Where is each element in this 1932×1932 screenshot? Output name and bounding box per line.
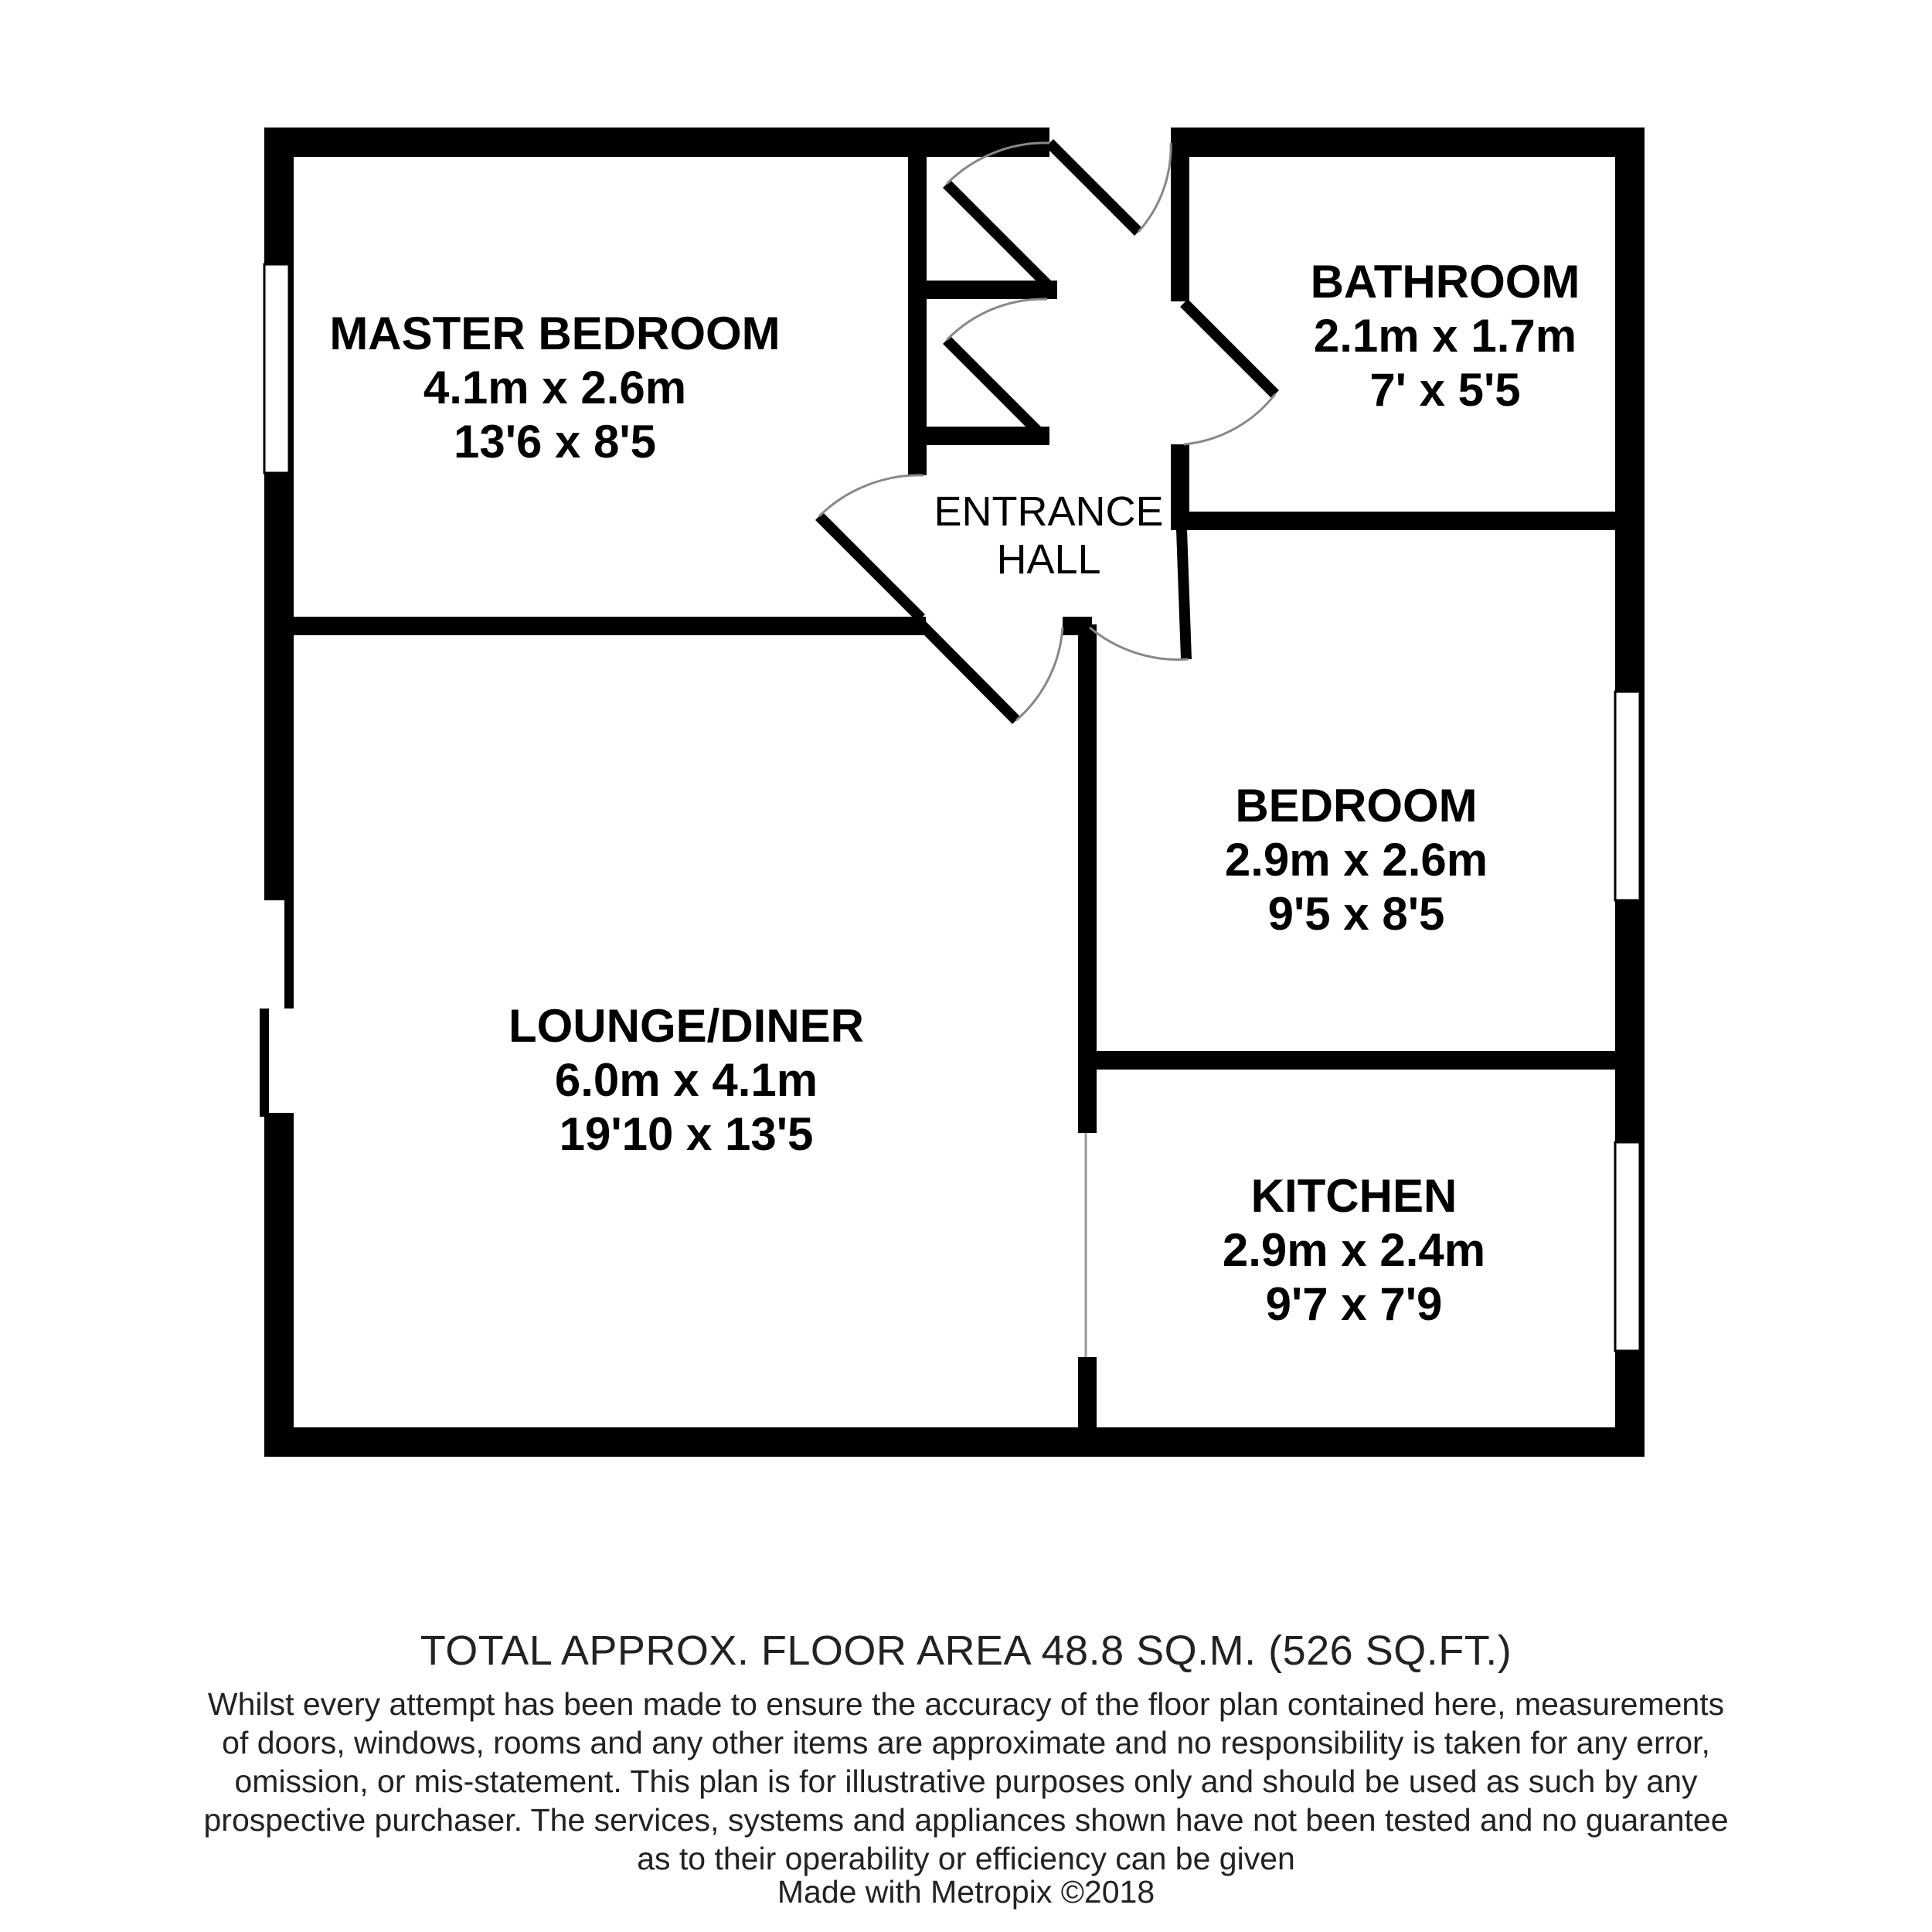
outer-wall-left-lower [264,1113,294,1457]
room-label-master-bedroom [329,308,780,468]
bathroom-wall-bottom [1171,512,1615,530]
master-bedroom-door-swing [819,475,923,516]
room-label-bedroom [1225,780,1488,940]
outer-wall-left-jamb [284,900,294,1009]
entrance-door-swing [1138,143,1171,232]
lounge-door-swing [1016,628,1063,720]
cupboard-door-2-leaf [947,340,1039,433]
lounge-diner-imperial: 19'10 x 13'5 [559,1108,814,1160]
cupboard-wall-1 [908,281,1057,299]
master-bedroom-door-leaf [819,516,921,618]
room-label-kitchen [1223,1170,1485,1330]
kitchen-metric: 2.9m x 2.4m [1222,1224,1486,1276]
disclaimer-line: prospective purchaser. The services, systems and appliances shown have not been tested and no guarantee [203,1802,1729,1838]
master-bedroom-wall-bottom [264,617,926,635]
bedroom-name: BEDROOM [1235,780,1478,832]
bathroom-metric: 2.1m x 1.7m [1313,310,1577,362]
entrance-hall-line1: ENTRANCE [934,488,1164,535]
outer-wall-left-jamb-lower [260,1009,269,1117]
bedroom-wall-bottom [1078,1051,1615,1070]
bedroom-metric: 2.9m x 2.6m [1224,834,1488,886]
cupboard-door-1-leaf [947,184,1047,284]
bathroom-wall-left-upper [1171,128,1189,301]
kitchen-name: KITCHEN [1250,1170,1458,1222]
bathroom-imperial: 7' x 5'5 [1369,364,1521,416]
disclaimer-line: omission, or mis-statement. This plan is for illustrative purposes only and should be used as such by any [234,1764,1698,1799]
disclaimer-line: Whilst every attempt has been made to ensure the accuracy of the floor plan contained here, measurements [207,1686,1725,1722]
credit: Made with Metropix ©2018 [777,1874,1155,1910]
bedroom-imperial: 9'5 x 8'5 [1267,888,1445,940]
outer-wall-top-left [264,128,1049,157]
master-bedroom-name: MASTER BEDROOM [329,308,781,359]
room-label-entrance-hall [934,488,1163,583]
outer-wall-top-right [1184,128,1645,157]
outer-wall-bottom [264,1427,1645,1457]
disclaimer-line: of doors, windows, rooms and any other items are approximate and no responsibility is taken for any error, [222,1725,1710,1760]
outer-wall-left-upper [264,128,294,900]
total-floor-area: TOTAL APPROX. FLOOR AREA 48.8 SQ.M. (526 SQ.FT.) [420,1628,1512,1674]
entrance-door-leaf [1049,143,1138,232]
window-kitchen [1615,1142,1640,1351]
lounge-wall-right-lower [1078,1357,1097,1442]
lounge-diner-metric: 6.0m x 4.1m [554,1054,818,1106]
disclaimer [0,1685,1932,1878]
window-bedroom [1615,692,1640,900]
bathroom-door-leaf [1184,303,1275,394]
entrance-hall-line2: HALL [996,536,1101,583]
bathroom-door-swing [1184,394,1275,444]
lounge-diner-name: LOUNGE/DINER [508,1000,865,1052]
master-bedroom-imperial: 13'6 x 8'5 [453,416,657,468]
cupboard-wall-2 [908,427,1049,445]
cupboard-door-2-swing [947,299,1047,340]
master-bedroom-metric: 4.1m x 2.6m [423,362,687,413]
master-bedroom-wall-right [908,128,927,475]
lounge-door-leaf [921,624,1016,720]
kitchen-imperial: 9'7 x 7'9 [1265,1278,1443,1330]
disclaimer-line: as to their operability or efficiency can be given [637,1841,1295,1876]
bedroom-door-swing [1090,628,1189,659]
room-label-bathroom [1311,256,1580,416]
window-master-bedroom [264,264,289,473]
room-label-lounge-diner [509,1000,864,1160]
bathroom-name: BATHROOM [1310,256,1580,308]
hall-partition [1176,529,1192,659]
